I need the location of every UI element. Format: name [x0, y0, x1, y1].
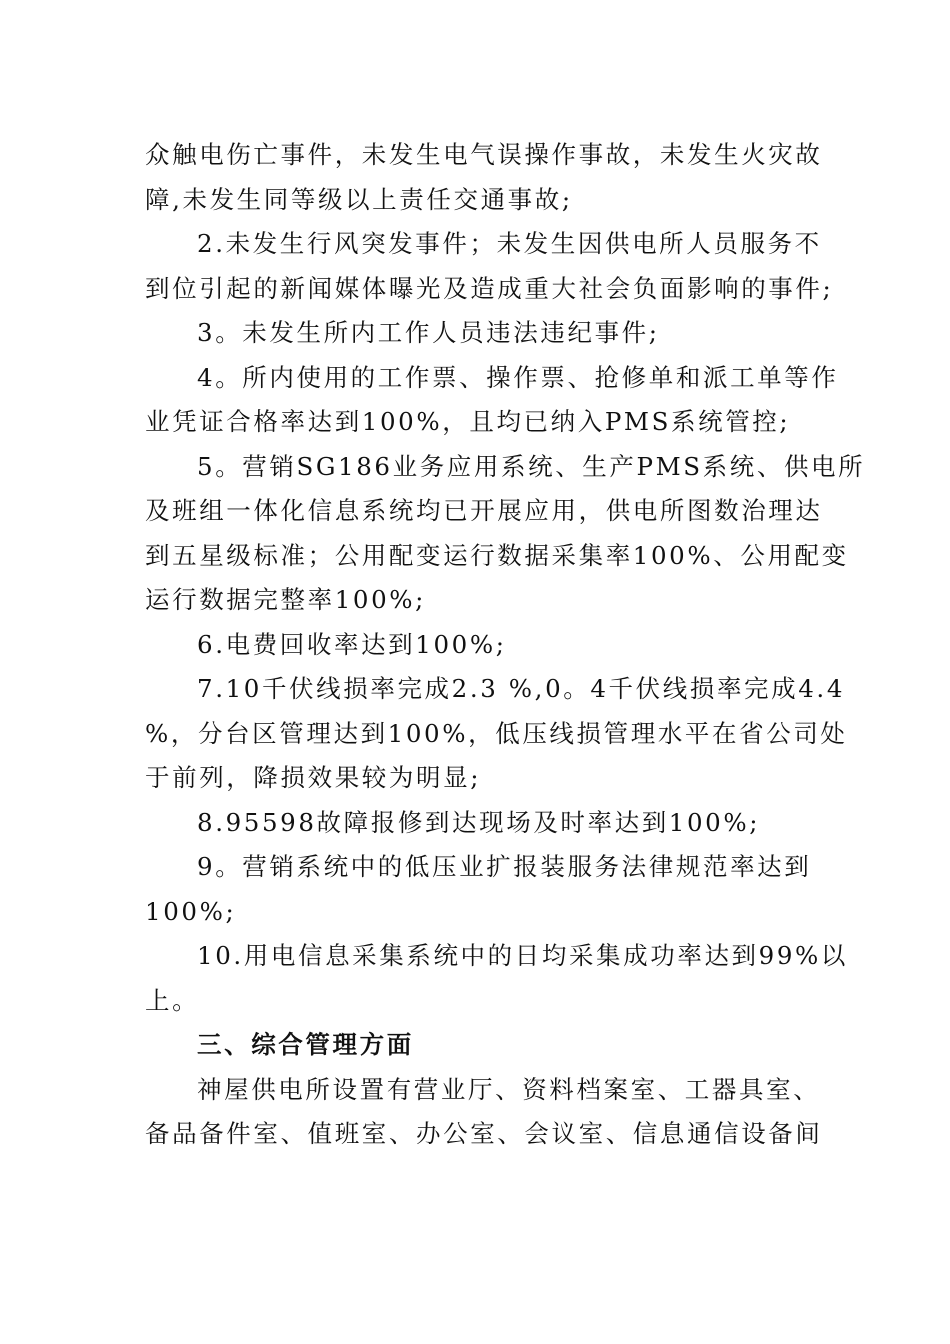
- list-item-10: 10.用电信息采集系统中的日均采集成功率达到99%以: [197, 941, 849, 970]
- list-item-5-continuation: 运行数据完整率100%;: [145, 585, 426, 614]
- paragraph-line: 备品备件室、值班室、办公室、会议室、信息通信设备间: [145, 1119, 823, 1148]
- list-item-4-continuation: 业凭证合格率达到100%，且均已纳入PMS系统管控;: [145, 407, 791, 436]
- text-line-continuation: 障,未发生同等级以上责任交通事故;: [145, 184, 573, 214]
- list-item-5: 5。营销SG186业务应用系统、生产PMS系统、供电所: [197, 451, 866, 481]
- section-heading: 三、综合管理方面: [197, 1030, 414, 1059]
- list-item-7: 7.10千伏线损率完成2.3 %,0。4千伏线损率完成4.4: [197, 674, 846, 703]
- list-item-5-continuation: 及班组一体化信息系统均已开展应用，供电所图数治理达: [145, 496, 823, 525]
- list-item-10-continuation: 上。: [145, 985, 200, 1015]
- list-item-2-continuation: 到位引起的新闻媒体曝光及造成重大社会负面影响的事件;: [145, 273, 834, 303]
- list-item-7-continuation: 于前列，降损效果较为明显;: [145, 763, 482, 792]
- list-item-7-continuation: %，分台区管理达到100%，低压线损管理水平在省公司处: [145, 718, 848, 748]
- paragraph-line: 神屋供电所设置有营业厅、资料档案室、工器具室、: [197, 1074, 821, 1104]
- list-item-8: 8.95598故障报修到达现场及时率达到100%;: [197, 807, 761, 837]
- list-item-3: 3。未发生所内工作人员违法违纪事件;: [197, 318, 660, 347]
- list-item-6: 6.电费回收率达到100%;: [197, 629, 507, 659]
- list-item-9: 9。营销系统中的低压业扩报装服务法律规范率达到: [197, 852, 812, 881]
- text-line-continuation: 众触电伤亡事件，未发生电气误操作事故，未发生火灾故: [145, 140, 823, 169]
- list-item-5-continuation: 到五星级标准；公用配变运行数据采集率100%、公用配变: [145, 540, 849, 570]
- list-item-4: 4。所内使用的工作票、操作票、抢修单和派工单等作: [197, 362, 839, 392]
- document-page: [145, 133, 866, 1157]
- list-item-2: 2.未发生行风突发事件；未发生因供电所人员服务不: [197, 229, 822, 258]
- list-item-9-continuation: 100%;: [145, 896, 237, 926]
